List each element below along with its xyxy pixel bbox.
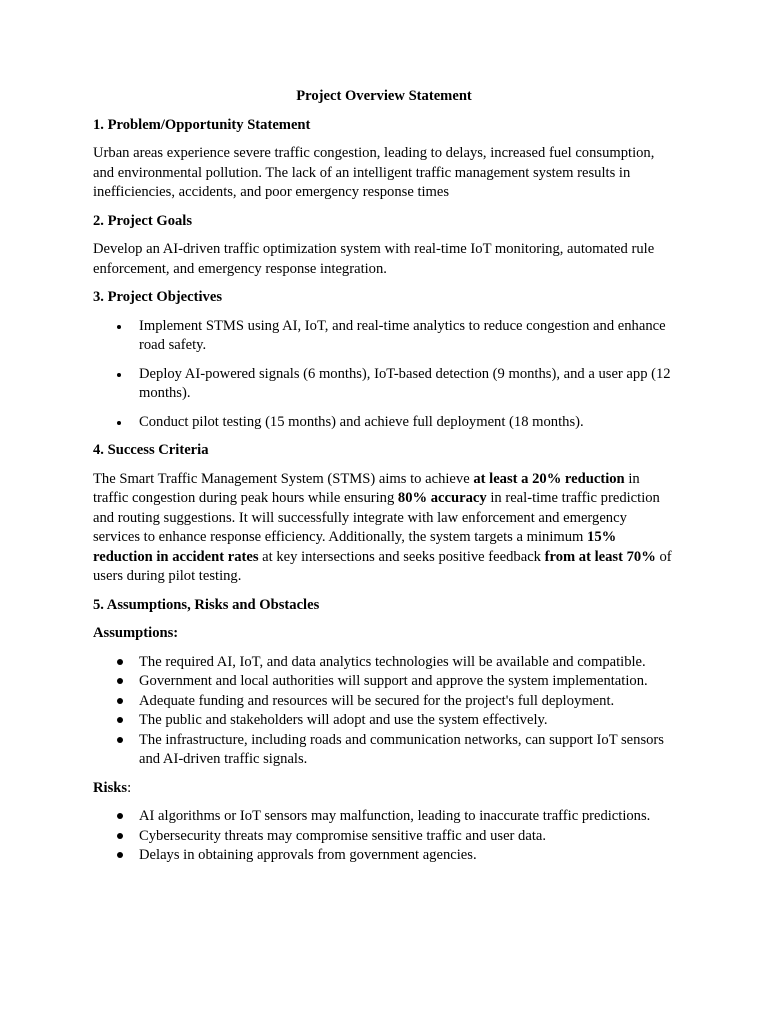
success-text-part: in real-time traffic prediction and routing suggestions. It will successfully integrate with law enforcement and emergency services to enhance response efficiency. Additionally, the system targets a minimum — [93, 490, 660, 545]
success-highlight: 15% reduction in accident rates — [93, 529, 617, 565]
success-text-part: The Smart Traffic Management System (STMS) aims to achieve — [93, 470, 474, 487]
success-text-part: in traffic congestion during peak hours while ensuring — [93, 470, 640, 506]
list-item: Implement STMS using AI, IoT, and real-time analytics to reduce congestion and enhance road safety. — [139, 317, 675, 356]
risks-label — [93, 779, 675, 799]
list-item: The required AI, IoT, and data analytics technologies will be available and compatible. — [139, 653, 675, 673]
assumptions-risks-heading: 5. Assumptions, Risks and Obstacles — [93, 596, 320, 613]
success-text-part: of users during pilot testing. — [93, 548, 672, 584]
list-item: Government and local authorities will support and approve the system implementation. — [139, 672, 675, 692]
document-title: Project Overview Statement — [296, 88, 472, 104]
list-item: AI algorithms or IoT sensors may malfunction, leading to inaccurate traffic predictions. — [139, 807, 675, 827]
problem-heading: 1. Problem/Opportunity Statement — [93, 116, 311, 133]
success-highlight: at least a 20% reduction — [473, 470, 625, 487]
list-item: Conduct pilot testing (15 months) and achieve full deployment (18 months). — [139, 413, 675, 433]
risks-label-text: Risks — [93, 779, 128, 796]
list-item: Adequate funding and resources will be secured for the project's full deployment. — [139, 692, 675, 712]
assumptions-label: Assumptions: — [93, 625, 179, 641]
success-heading: 4. Success Criteria — [93, 442, 209, 458]
success-highlight: from at least 70% — [544, 548, 656, 565]
assumptions-list — [93, 653, 675, 770]
risks-list — [93, 807, 675, 866]
list-item: Delays in obtaining approvals from government agencies. — [139, 846, 675, 866]
list-item: Cybersecurity threats may compromise sensitive traffic and user data. — [139, 827, 675, 847]
problem-text: Urban areas experience severe traffic congestion, leading to delays, increased fuel consumption, and environmental pollution. The lack of an intelligent traffic management system results in inefficiencies, accidents, and poor emergency response times — [93, 145, 655, 200]
risks-label-colon: : — [127, 779, 132, 796]
objectives-list — [93, 317, 675, 433]
goals-text: Develop an AI-driven traffic optimization system with real-time IoT monitoring, automated rule enforcement, and emergency response integration. — [93, 241, 655, 277]
list-item: The public and stakeholders will adopt and use the system effectively. — [139, 711, 675, 731]
list-item: Deploy AI-powered signals (6 months), IoT-based detection (9 months), and a user app (12 months). — [139, 365, 675, 404]
success-highlight: 80% accuracy — [397, 490, 487, 506]
success-text-part: at key intersections and seeks positive feedback — [258, 548, 545, 565]
goals-heading: 2. Project Goals — [93, 212, 193, 229]
list-item: The infrastructure, including roads and communication networks, can support IoT sensors and AI-driven traffic signals. — [139, 731, 675, 770]
objectives-heading: 3. Project Objectives — [93, 289, 222, 305]
success-text — [93, 470, 675, 587]
